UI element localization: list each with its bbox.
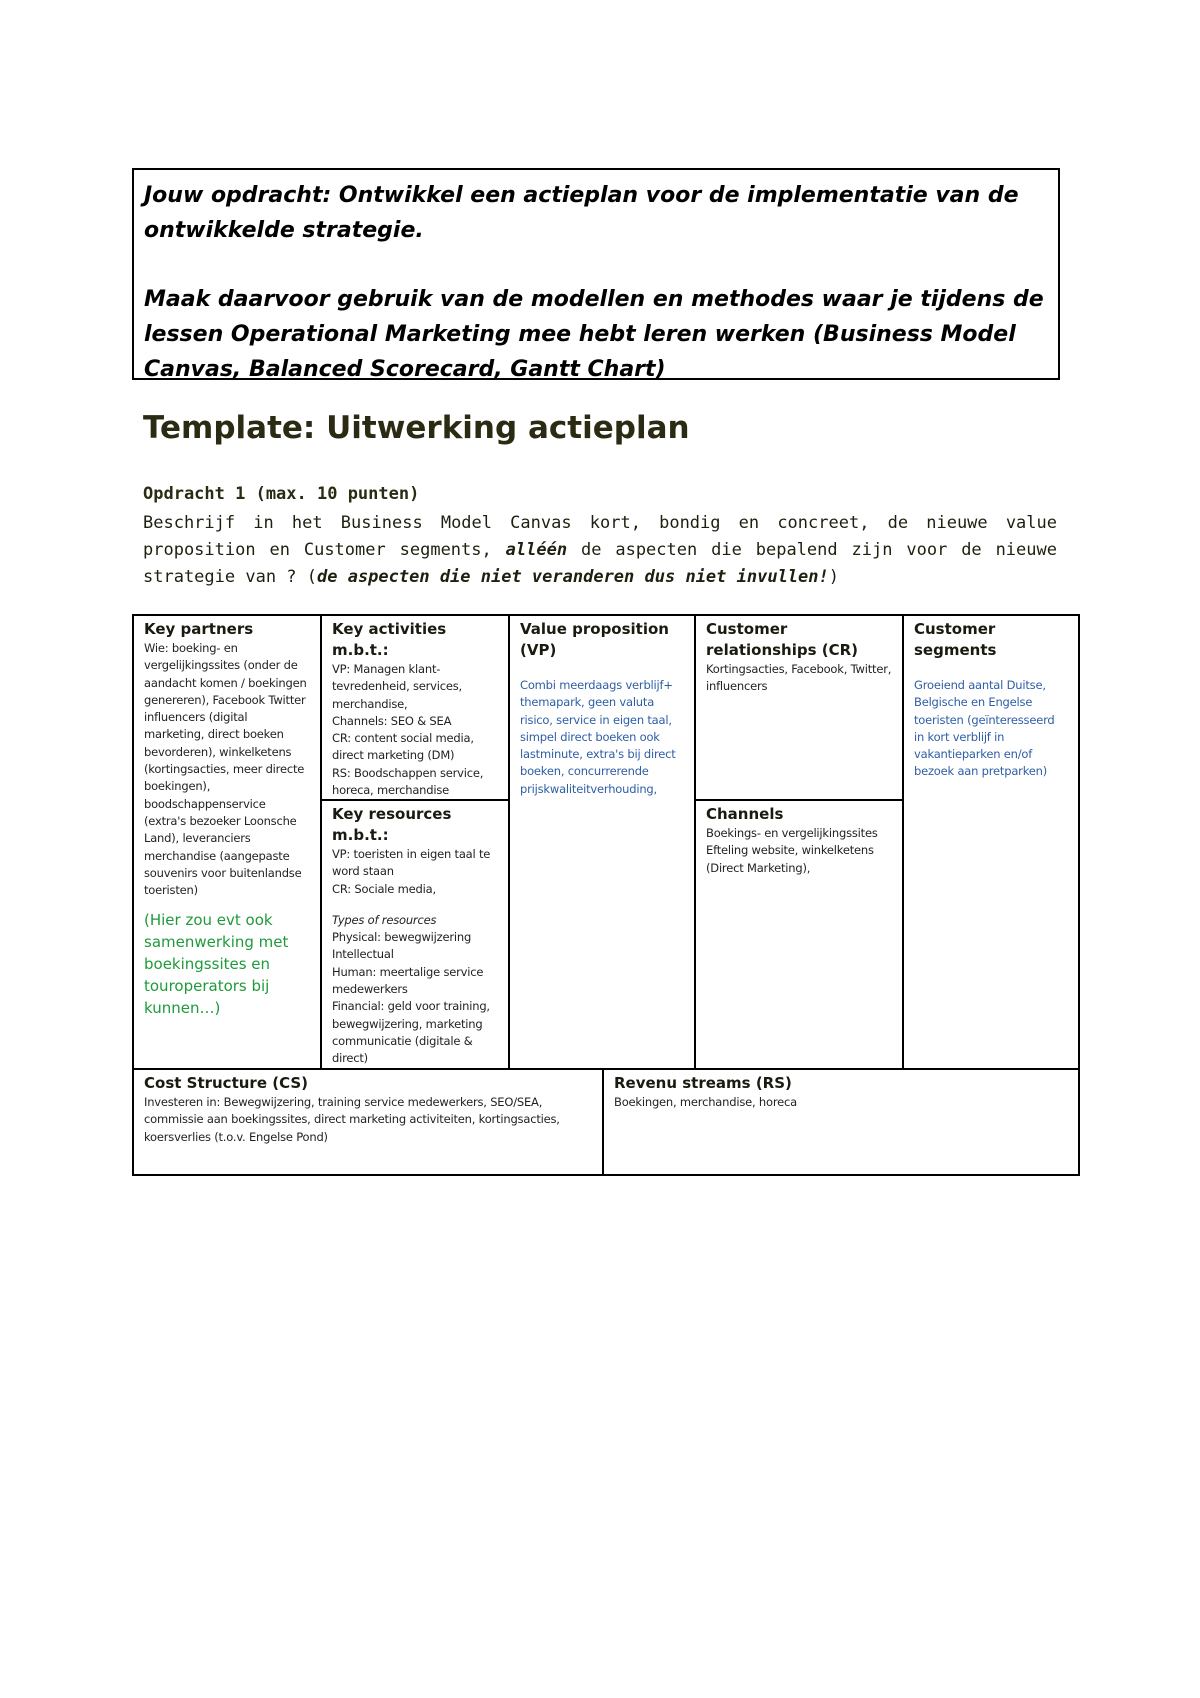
revenue-streams-body: Boekingen, merchandise, horeca bbox=[614, 1095, 797, 1109]
cell-customer-relationships bbox=[694, 616, 902, 799]
key-partners-title: Key partners bbox=[144, 620, 254, 638]
assignment-box bbox=[132, 168, 1060, 380]
value-proposition-title: Value proposition (VP) bbox=[520, 620, 669, 659]
channels-body: Boekings- en vergelijkingssites Efteling website, winkelketens (Direct Marketing), bbox=[706, 826, 878, 875]
opdracht-instruction bbox=[143, 510, 1057, 591]
customer-segments-title: Customer segments bbox=[914, 620, 997, 659]
key-resources-body: VP: toeristen in eigen taal te word staan CR: Sociale media, bbox=[332, 847, 491, 896]
key-resources-types-label: Types of resources bbox=[332, 912, 437, 927]
cost-structure-body: Investeren in: Bewegwijzering, training service medewerkers, SEO/SEA, commissie aan boekingssites, direct marketing activiteiten, kortingsacties, koersverlies (t.o.v. Engelse Pond) bbox=[144, 1095, 560, 1144]
cell-value-proposition bbox=[508, 616, 694, 1068]
instruction-emphasis: alléén bbox=[505, 540, 568, 560]
cell-cost-structure bbox=[134, 1068, 602, 1174]
key-activities-title: Key activities m.b.t.: bbox=[332, 620, 447, 659]
template-title: Template: Uitwerking actieplan bbox=[143, 410, 690, 446]
key-partners-note: (Hier zou evt ook samenwerking met boekingssites en touroperators bij kunnen…) bbox=[144, 911, 289, 1018]
key-activities-body: VP: Managen klant-tevredenheid, services, merchandise, Channels: SEO & SEA CR: content social media, direct marketing (DM) RS: Boodschappen service, horeca, merchandise bbox=[332, 662, 484, 798]
business-model-canvas bbox=[132, 614, 1080, 1176]
cell-channels bbox=[694, 799, 902, 1068]
key-resources-types-body: Physical: bewegwijzering Intellectual Human: meertalige service medewerkers Financial: geld voor training, bewegwijzering, marketing communicatie (digitale & direct) bbox=[332, 930, 490, 1066]
cell-key-partners bbox=[134, 616, 320, 1068]
instruction-emphasis-2: de aspecten die niet veranderen dus niet invullen! bbox=[317, 567, 829, 587]
assignment-line-2: Maak daarvoor gebruik van de modellen en methodes waar je tijdens de lessen Operational Marketing mee hebt leren werken (Business Model Canvas, Balanced Scorecard, Gantt Chart) bbox=[144, 287, 1044, 382]
assignment-line-1: Jouw opdracht: Ontwikkel een actieplan voor de implementatie van de ontwikkelde strategie. bbox=[144, 183, 1019, 243]
cell-key-resources bbox=[320, 799, 508, 1068]
channels-title: Channels bbox=[706, 805, 784, 823]
instruction-text-a: Beschrijf in het Business Model Canvas kort, bondig en concreet, de nieuwe value proposition en Customer segments, bbox=[143, 513, 1057, 560]
opdracht-title: Opdracht 1 (max. 10 punten) bbox=[143, 484, 420, 504]
customer-relationships-body: Kortingsacties, Facebook, Twitter, influencers bbox=[706, 662, 892, 694]
instruction-text-b: de aspecten die bepalend zijn voor de nieuwe strategie van ? ( bbox=[143, 540, 1057, 587]
revenue-streams-title: Revenu streams (RS) bbox=[614, 1074, 792, 1092]
cost-structure-title: Cost Structure (CS) bbox=[144, 1074, 309, 1092]
customer-relationships-title: Customer relationships (CR) bbox=[706, 620, 859, 659]
key-partners-body: Wie: boeking- en vergelijkingssites (onder de aandacht komen / boekingen genereren), Facebook Twitter influencers (digital marketing, direct boeken bevorderen), winkelketens (kortingsacties, meer directe boekingen), boodschappenservice (extra's bezoeker Loonsche Land), leveranciers merchandise (aangepaste souvenirs voor buitenlandse toeristen) bbox=[144, 641, 307, 898]
cell-customer-segments bbox=[902, 616, 1078, 1068]
instruction-text-d: ) bbox=[828, 567, 839, 587]
customer-segments-body: Groeiend aantal Duitse, Belgische en Engelse toeristen (geïnteresseerd in kort verblijf in vakantieparken en/of bezoek aan pretparken) bbox=[914, 678, 1055, 779]
cell-key-activities bbox=[320, 616, 508, 799]
value-proposition-body: Combi meerdaags verblijf+ themapark, geen valuta risico, service in eigen taal, simpel direct boeken ook lastminute, extra's bij direct boeken, concurrerende prijskwaliteitverhouding, bbox=[520, 678, 676, 796]
key-resources-title: Key resources m.b.t.: bbox=[332, 805, 452, 844]
cell-revenue-streams bbox=[602, 1068, 1078, 1174]
